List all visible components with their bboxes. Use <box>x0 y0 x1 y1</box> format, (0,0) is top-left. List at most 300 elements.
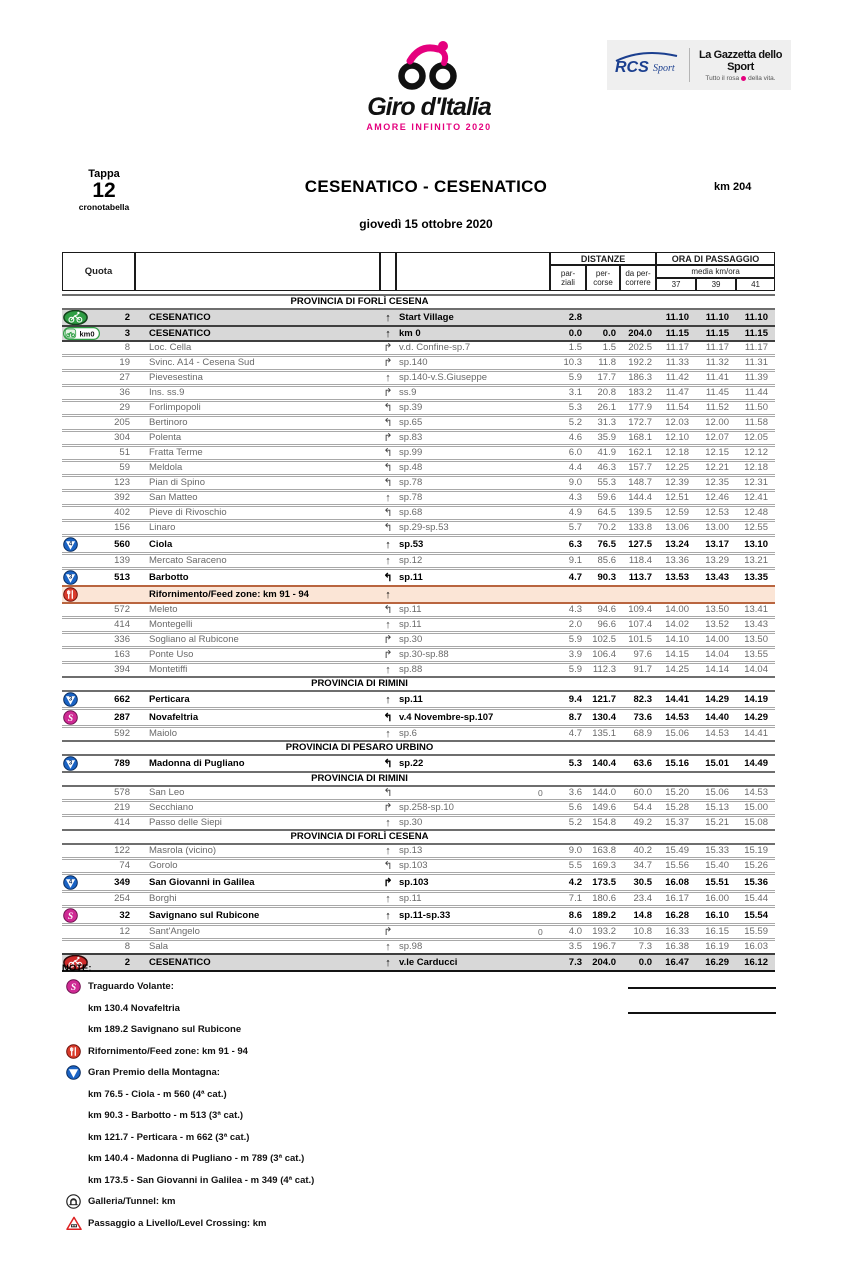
km-remaining: 157.7 <box>620 459 656 474</box>
time-at-39: 14.53 <box>696 725 736 740</box>
quota-header: Quota <box>62 252 135 291</box>
sprint-icon <box>66 979 81 994</box>
turn-arrow-icon: ↰ <box>380 857 396 872</box>
time-at-37: 12.59 <box>656 504 696 519</box>
col-header-speed-37: 37 <box>656 278 696 291</box>
notes-title: NOTE: <box>62 963 92 974</box>
quota-cell: 336 <box>100 631 135 646</box>
turn-arrow-icon: ↱ <box>380 923 396 938</box>
route-row <box>62 414 775 429</box>
road-cell: sp.11 <box>396 567 536 585</box>
stage-number: 12 <box>92 179 116 202</box>
location-cell: San Giovanni in Galilea <box>135 872 380 890</box>
location-cell: San Matteo <box>135 489 380 504</box>
giro-bike-icon <box>386 77 472 94</box>
km-remaining: 82.3 <box>620 690 656 707</box>
time-at-37: 16.47 <box>656 953 696 972</box>
race-date: giovedì 15 ottobre 2020 <box>359 217 493 231</box>
time-at-39: 16.15 <box>696 923 736 938</box>
marker-cell <box>536 399 550 414</box>
time-at-37: 14.25 <box>656 661 696 676</box>
km-partial <box>550 585 586 602</box>
time-at-37: 15.37 <box>656 814 696 829</box>
time-at-37: 12.10 <box>656 429 696 444</box>
quota-cell: 572 <box>100 602 135 616</box>
row-icon <box>62 707 100 725</box>
road-cell: Start Village <box>396 308 536 325</box>
location-header <box>135 252 380 291</box>
marker-cell <box>536 308 550 325</box>
turn-arrow-icon: ↑ <box>380 890 396 905</box>
time-at-37: 16.28 <box>656 905 696 923</box>
km-covered: 96.6 <box>586 616 620 631</box>
route-row <box>62 616 775 631</box>
time-at-39: 12.21 <box>696 459 736 474</box>
mountain-cat3-icon <box>63 570 100 585</box>
location-cell: Ponte Uso <box>135 646 380 661</box>
note-text: km 130.4 Novafeltria <box>88 1002 180 1014</box>
svg-text:3: 3 <box>68 574 73 581</box>
km-remaining: 172.7 <box>620 414 656 429</box>
time-at-37: 15.20 <box>656 785 696 799</box>
location-cell: Fratta Terme <box>135 444 380 459</box>
time-at-37: 13.06 <box>656 519 696 534</box>
turn-arrow-icon: ↑ <box>380 843 396 857</box>
svg-text:RCS: RCS <box>615 58 649 76</box>
time-at-41: 13.21 <box>736 552 775 567</box>
row-icon <box>62 938 100 953</box>
row-icon <box>62 857 100 872</box>
row-icon <box>62 325 100 340</box>
race-distance: km 204 <box>714 181 752 193</box>
km-remaining: 139.5 <box>620 504 656 519</box>
km-partial: 4.3 <box>550 489 586 504</box>
location-cell: Montegelli <box>135 616 380 631</box>
province-section-row <box>62 829 775 843</box>
row-icon <box>62 354 100 369</box>
time-at-41: 12.18 <box>736 459 775 474</box>
location-cell: Novafeltria <box>135 707 380 725</box>
row-icon <box>62 814 100 829</box>
km-partial: 4.7 <box>550 725 586 740</box>
time-at-39: 15.40 <box>696 857 736 872</box>
note-line <box>62 1191 775 1213</box>
note-text: Traguardo Volante: <box>88 981 174 993</box>
province-label: PROVINCIA DI RIMINI <box>62 676 775 690</box>
route-row <box>62 444 775 459</box>
route-row <box>62 552 775 567</box>
row-icon <box>62 459 100 474</box>
location-cell: Bertinoro <box>135 414 380 429</box>
location-cell: Meleto <box>135 602 380 616</box>
km-partial: 4.4 <box>550 459 586 474</box>
note-text: km 189.2 Savignano sul Rubicone <box>88 1024 242 1036</box>
turn-arrow-icon: ↰ <box>380 459 396 474</box>
svg-text:km0: km0 <box>79 329 95 339</box>
route-row <box>62 308 775 325</box>
time-at-41: 14.29 <box>736 707 775 725</box>
note-text: Gran Premio della Montagna: <box>88 1067 220 1079</box>
time-at-41: 12.12 <box>736 444 775 459</box>
time-at-39: 16.19 <box>696 938 736 953</box>
marker-cell <box>536 690 550 707</box>
time-at-41: 11.39 <box>736 369 775 384</box>
turn-arrow-icon: ↑ <box>380 585 396 602</box>
time-at-37: 12.18 <box>656 444 696 459</box>
km-remaining: 107.4 <box>620 616 656 631</box>
road-cell: sp.48 <box>396 459 536 474</box>
km-partial: 2.8 <box>550 308 586 325</box>
route-row <box>62 340 775 354</box>
marker-cell <box>536 354 550 369</box>
km-remaining: 183.2 <box>620 384 656 399</box>
location-cell: Mercato Saraceno <box>135 552 380 567</box>
quota-cell <box>100 585 135 602</box>
km-remaining <box>620 585 656 602</box>
notes-list <box>62 976 775 1234</box>
start-cyclist-icon <box>63 310 100 325</box>
time-at-41: 13.55 <box>736 646 775 661</box>
row-icon <box>62 519 100 534</box>
time-at-39: 13.43 <box>696 567 736 585</box>
note-line <box>62 1127 775 1149</box>
row-icon <box>62 690 100 707</box>
km-partial: 5.9 <box>550 369 586 384</box>
km-zero-icon <box>63 327 100 340</box>
km-remaining: 127.5 <box>620 534 656 552</box>
km-remaining: 101.5 <box>620 631 656 646</box>
location-cell: Secchiano <box>135 799 380 814</box>
km-partial: 5.6 <box>550 799 586 814</box>
time-at-37: 11.17 <box>656 340 696 354</box>
km-remaining: 186.3 <box>620 369 656 384</box>
km-partial: 4.0 <box>550 923 586 938</box>
km-partial: 5.3 <box>550 754 586 771</box>
row-icon <box>62 602 100 616</box>
time-at-41: 11.15 <box>736 325 775 340</box>
time-at-39: 12.07 <box>696 429 736 444</box>
location-cell: Loc. Cella <box>135 340 380 354</box>
note-text: km 173.5 - San Giovanni in Galilea - m 349 (4ª cat.) <box>88 1174 315 1186</box>
km-partial: 3.1 <box>550 384 586 399</box>
route-row <box>62 799 775 814</box>
km-remaining: 7.3 <box>620 938 656 953</box>
level-crossing-icon <box>66 1216 82 1231</box>
sprint-icon <box>63 710 100 725</box>
road-cell: sp.29-sp.53 <box>396 519 536 534</box>
location-cell: Madonna di Pugliano <box>135 754 380 771</box>
note-text: km 140.4 - Madonna di Pugliano - m 789 (3ª cat.) <box>88 1153 305 1165</box>
quota-cell: 19 <box>100 354 135 369</box>
time-at-41: 13.50 <box>736 631 775 646</box>
rcs-gazzetta-logo <box>607 40 791 90</box>
quota-cell: 12 <box>100 923 135 938</box>
road-cell: sp.11 <box>396 602 536 616</box>
km-covered: 1.5 <box>586 340 620 354</box>
logo-divider <box>689 48 690 82</box>
km-covered: 204.0 <box>586 953 620 972</box>
rcs-sport-logo <box>613 48 683 83</box>
road-cell: v.le Carducci <box>396 953 536 972</box>
time-at-41: 15.36 <box>736 872 775 890</box>
time-at-39: 15.51 <box>696 872 736 890</box>
km-remaining: 34.7 <box>620 857 656 872</box>
marker-cell <box>536 459 550 474</box>
mountain-cat3-icon <box>63 692 100 707</box>
time-at-41: 15.19 <box>736 843 775 857</box>
route-row <box>62 923 775 938</box>
time-at-39: 11.52 <box>696 399 736 414</box>
time-at-39: 15.21 <box>696 814 736 829</box>
time-at-41: 13.10 <box>736 534 775 552</box>
time-at-39: 11.10 <box>696 308 736 325</box>
km-covered: 196.7 <box>586 938 620 953</box>
road-cell: sp.140 <box>396 354 536 369</box>
km-remaining: 118.4 <box>620 552 656 567</box>
road-cell: sp.103 <box>396 872 536 890</box>
quota-cell: 32 <box>100 905 135 923</box>
time-at-39: 12.00 <box>696 414 736 429</box>
time-at-39: 15.13 <box>696 799 736 814</box>
giro-logo-text: Giro d'Italia <box>367 93 491 121</box>
km-remaining: 40.2 <box>620 843 656 857</box>
time-at-37: 16.33 <box>656 923 696 938</box>
km-remaining: 14.8 <box>620 905 656 923</box>
location-cell: Savignano sul Rubicone <box>135 905 380 923</box>
quota-cell: 156 <box>100 519 135 534</box>
location-cell: Pievesestina <box>135 369 380 384</box>
time-at-41: 13.35 <box>736 567 775 585</box>
location-cell: Pian di Spino <box>135 474 380 489</box>
road-cell: sp.103 <box>396 857 536 872</box>
location-cell: Borghi <box>135 890 380 905</box>
quota-cell: 27 <box>100 369 135 384</box>
time-at-37: 16.08 <box>656 872 696 890</box>
stage-subtitle: cronotabella <box>78 202 130 212</box>
road-cell: sp.13 <box>396 843 536 857</box>
route-row <box>62 489 775 504</box>
marker-cell <box>536 872 550 890</box>
km-remaining: 177.9 <box>620 399 656 414</box>
row-icon <box>62 905 100 923</box>
location-cell: Ciola <box>135 534 380 552</box>
route-row <box>62 690 775 707</box>
route-row <box>62 429 775 444</box>
route-table-wrap <box>62 252 775 972</box>
quota-cell: 3 <box>100 325 135 340</box>
distanze-header: DISTANZE <box>550 252 656 265</box>
km-partial: 4.6 <box>550 429 586 444</box>
quota-cell: 51 <box>100 444 135 459</box>
km-covered: 41.9 <box>586 444 620 459</box>
quota-cell: 219 <box>100 799 135 814</box>
turn-arrow-icon: ↑ <box>380 489 396 504</box>
row-icon <box>62 399 100 414</box>
km-partial: 8.6 <box>550 905 586 923</box>
quota-cell: 205 <box>100 414 135 429</box>
route-row <box>62 602 775 616</box>
km-partial: 9.0 <box>550 843 586 857</box>
km-remaining: 73.6 <box>620 707 656 725</box>
km-covered: 180.6 <box>586 890 620 905</box>
time-at-39: 12.35 <box>696 474 736 489</box>
km-remaining: 148.7 <box>620 474 656 489</box>
km-remaining: 202.5 <box>620 340 656 354</box>
quota-cell: 287 <box>100 707 135 725</box>
svg-text:Sport: Sport <box>653 62 675 74</box>
turn-arrow-icon: ↰ <box>380 504 396 519</box>
road-cell <box>396 585 536 602</box>
location-cell: Polenta <box>135 429 380 444</box>
marker-cell <box>536 567 550 585</box>
gazzetta-title: La Gazzetta dello Sport <box>698 48 783 73</box>
time-at-41: 11.31 <box>736 354 775 369</box>
location-cell: Sogliano al Rubicone <box>135 631 380 646</box>
marker-cell <box>536 519 550 534</box>
svg-text:S: S <box>67 713 74 724</box>
time-at-41: 12.05 <box>736 429 775 444</box>
time-at-39: 15.06 <box>696 785 736 799</box>
km-covered: 112.3 <box>586 661 620 676</box>
time-at-41: 15.59 <box>736 923 775 938</box>
quota-cell: 74 <box>100 857 135 872</box>
time-at-39: 11.15 <box>696 325 736 340</box>
km-partial: 5.2 <box>550 814 586 829</box>
location-cell: Sala <box>135 938 380 953</box>
km-remaining: 68.9 <box>620 725 656 740</box>
row-icon <box>62 369 100 384</box>
location-cell: Sant'Angelo <box>135 923 380 938</box>
turn-arrow-icon: ↑ <box>380 953 396 972</box>
province-label: PROVINCIA DI RIMINI <box>62 771 775 785</box>
time-at-39: 15.01 <box>696 754 736 771</box>
road-cell: sp.53 <box>396 534 536 552</box>
km-partial: 5.9 <box>550 661 586 676</box>
time-at-39: 14.04 <box>696 646 736 661</box>
km-partial: 0.0 <box>550 325 586 340</box>
time-at-41: 14.41 <box>736 725 775 740</box>
road-cell: sp.12 <box>396 552 536 567</box>
road-cell: sp.98 <box>396 938 536 953</box>
route-row <box>62 585 775 602</box>
marker-cell <box>536 631 550 646</box>
time-at-37: 15.06 <box>656 725 696 740</box>
km-covered: 163.8 <box>586 843 620 857</box>
road-cell: sp.65 <box>396 414 536 429</box>
row-icon <box>62 567 100 585</box>
time-at-37: 11.15 <box>656 325 696 340</box>
col-header-dapercorrere: da per- correre <box>620 265 656 291</box>
time-at-41: 11.17 <box>736 340 775 354</box>
km-partial: 3.9 <box>550 646 586 661</box>
marker-cell <box>536 474 550 489</box>
note-text: Rifornimento/Feed zone: km 91 - 94 <box>88 1045 248 1057</box>
km-covered: 140.4 <box>586 754 620 771</box>
road-cell: sp.30 <box>396 814 536 829</box>
turn-arrow-icon: ↰ <box>380 567 396 585</box>
turn-arrow-icon: ↰ <box>380 519 396 534</box>
col-header-parziali: par- ziali <box>550 265 586 291</box>
time-at-37: 16.38 <box>656 938 696 953</box>
km-remaining: 30.5 <box>620 872 656 890</box>
gazzetta-logo <box>696 49 785 82</box>
road-cell: sp.11 <box>396 616 536 631</box>
time-at-39: 12.46 <box>696 489 736 504</box>
road-cell: sp.258-sp.10 <box>396 799 536 814</box>
row-icon <box>62 872 100 890</box>
row-icon <box>62 534 100 552</box>
turn-arrow-icon: ↑ <box>380 308 396 325</box>
row-icon <box>62 661 100 676</box>
marker-cell <box>536 429 550 444</box>
location-cell: Linaro <box>135 519 380 534</box>
marker-cell <box>536 325 550 340</box>
row-icon <box>62 923 100 938</box>
mountain-icon <box>66 1065 81 1080</box>
quota-cell: 394 <box>100 661 135 676</box>
route-row <box>62 399 775 414</box>
row-icon <box>62 631 100 646</box>
note-text: km 76.5 - Ciola - m 560 (4ª cat.) <box>88 1088 227 1100</box>
signature-line-2 <box>628 1012 776 1014</box>
turn-arrow-icon: ↱ <box>380 631 396 646</box>
col-header-speed-39: 39 <box>696 278 736 291</box>
time-at-37: 15.28 <box>656 799 696 814</box>
marker-cell <box>536 340 550 354</box>
road-cell: sp.78 <box>396 489 536 504</box>
svg-text:3: 3 <box>68 696 73 703</box>
km-covered: 64.5 <box>586 504 620 519</box>
road-cell: ss.9 <box>396 384 536 399</box>
notes-section <box>62 963 775 1234</box>
road-cell: sp.99 <box>396 444 536 459</box>
km-covered: 94.6 <box>586 602 620 616</box>
time-at-39: 16.00 <box>696 890 736 905</box>
time-at-37: 12.39 <box>656 474 696 489</box>
km-covered: 193.2 <box>586 923 620 938</box>
time-at-41: 15.54 <box>736 905 775 923</box>
road-cell: sp.83 <box>396 429 536 444</box>
location-cell: CESENATICO <box>135 953 380 972</box>
marker-cell <box>536 504 550 519</box>
quota-cell: 122 <box>100 843 135 857</box>
time-at-41: 12.48 <box>736 504 775 519</box>
route-row <box>62 707 775 725</box>
time-at-41: 14.49 <box>736 754 775 771</box>
time-at-37: 14.00 <box>656 602 696 616</box>
note-line <box>62 1062 775 1084</box>
marker-cell <box>536 602 550 616</box>
marker-cell <box>536 552 550 567</box>
turn-arrow-icon: ↱ <box>380 872 396 890</box>
quota-cell: 392 <box>100 489 135 504</box>
road-cell: v.4 Novembre-sp.107 <box>396 707 536 725</box>
road-header <box>396 252 550 291</box>
note-line <box>62 998 775 1020</box>
route-table-header <box>62 252 775 291</box>
time-at-41: 14.04 <box>736 661 775 676</box>
time-at-39: 11.17 <box>696 340 736 354</box>
km-remaining <box>620 308 656 325</box>
time-at-41: 13.43 <box>736 616 775 631</box>
km-partial: 5.5 <box>550 857 586 872</box>
row-icon <box>62 552 100 567</box>
time-at-39: 13.52 <box>696 616 736 631</box>
road-cell: km 0 <box>396 325 536 340</box>
time-at-39: 14.40 <box>696 707 736 725</box>
km-partial: 7.1 <box>550 890 586 905</box>
note-text: Passaggio a Livello/Level Crossing: km <box>88 1217 267 1229</box>
